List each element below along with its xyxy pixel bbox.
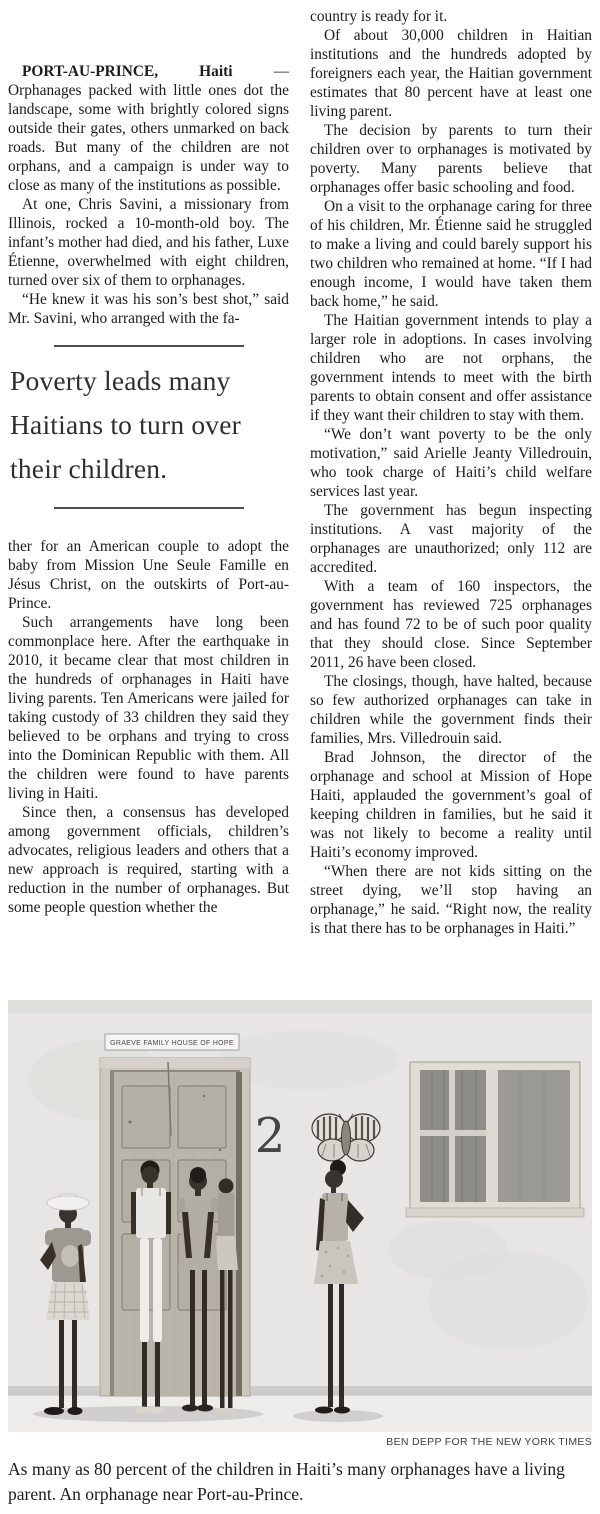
paragraph: “When there are not kids sitting on the street dying, we’ll stop having an orphanage,” he said. “Right now, the reality is that there has to be orphanages in Haiti.” <box>310 863 592 937</box>
paragraph: ther for an American couple to adopt the baby from Mission Une Seule Famille en Jésus Christ, on the outskirts of Port-au-Prince. <box>8 538 289 612</box>
plaid-skirt <box>46 1282 90 1320</box>
paragraph-text: — Orphanages packed with little ones dot the landscape, some with brightly colored signs outside their gates, others unmarked on back roads. But many of the children are not orphans, and a campaign is under way to close as many of the institutions as possible. <box>8 63 289 194</box>
photo-illustration <box>8 1000 592 1432</box>
photo-caption: As many as 80 percent of the children in Haiti’s many orphanages have a living parent. An orphanage near Port-au-Prince. <box>8 1459 565 1504</box>
article-photo <box>8 1000 592 1432</box>
photo-credit: BEN DEPP FOR THE NEW YORK TIMES <box>386 1436 592 1448</box>
paragraph: The closings, though, have halted, because so few authorized orphanages can take in children while the government finds their families, Mrs. Villedrouin said. <box>310 673 592 747</box>
paragraph: With a team of 160 inspectors, the government has reviewed 725 orphanages and has found 72 to be of such poor quality that they should close. Since September 2011, 26 have been closed. <box>310 578 592 671</box>
sign-text: GRAEVE FAMILY HOUSE OF HOPE <box>110 1040 234 1047</box>
wall-number: 2 <box>254 1108 286 1164</box>
pull-quote-text: Poverty leads many Haitians to turn over their children. <box>10 365 242 484</box>
photo-window <box>406 1062 584 1217</box>
pull-quote-bottom-rule <box>54 507 244 509</box>
butterfly-decoration <box>312 1114 380 1161</box>
left-column <box>8 62 289 917</box>
dateline: PORT-AU-PRINCE, Haiti <box>22 63 233 80</box>
paragraph: The Haitian government intends to play a larger role in adoptions. In cases involving children who are not orphans, the government intends to meet with the birth parents to obtain consent and offer assistance if they want their children to stay with them. <box>310 312 592 424</box>
paragraph: Brad Johnson, the director of the orphanage and school at Mission of Hope Haiti, applauded the government’s goal of keeping children in families, but he said it was not likely to become a reality until Haiti’s economy improved. <box>310 749 592 861</box>
paragraph: country is ready for it. <box>310 8 448 25</box>
paragraph: “We don’t want poverty to be the only motivation,” said Arielle Jeanty Villedrouin, who took charge of Haiti’s child welfare services last year. <box>310 426 592 500</box>
paragraph: Since then, a consensus has developed among government officials, children’s advocates, religious leaders and others that a new approach is required, starting with a reduction in the number of orphanages. But some people question whether the <box>8 804 289 916</box>
paragraph: Such arrangements have long been commonplace here. After the earthquake in 2010, it became clear that most children in the hundreds of orphanages in Haiti have living parents. Ten Americans were jailed for taking custody of 33 children they said they believed to be orphans and trying to cross into the Dominican Republic with them. All the children were found to have parents living in Haiti. <box>8 614 289 802</box>
right-column <box>310 7 592 938</box>
paragraph: “He knew it was his son’s best shot,” said Mr. Savini, who arranged with the fa- <box>8 291 289 327</box>
paragraph: Of about 30,000 children in Haitian institutions and the hundreds adopted by foreigners each year, the Haitian government estimates that 80 percent have at least one living parent. <box>310 27 592 120</box>
paragraph: The government has begun inspecting institutions. A vast majority of the orphanages are unauthorized; only 112 are accredited. <box>310 502 592 576</box>
paragraph: At one, Chris Savini, a missionary from Illinois, rocked a 10-month-old boy. The infant’s mother had died, and his father, Luxe Étienne, overwhelmed with eight children, turned over six of them to orphanages. <box>8 196 289 289</box>
paragraph: On a visit to the orphanage caring for three of his children, Mr. Étienne said he struggled to make a living and could barely support his two children who remained at home. “If I had enough income, I would have taken them back home,” he said. <box>310 198 592 310</box>
pull-quote <box>8 345 289 509</box>
paragraph <box>8 62 289 195</box>
photo-sign <box>105 1034 239 1050</box>
paragraph: The decision by parents to turn their children over to orphanages is motivated by poverty. Many parents believe that orphanages offer basic schooling and food. <box>310 122 592 196</box>
